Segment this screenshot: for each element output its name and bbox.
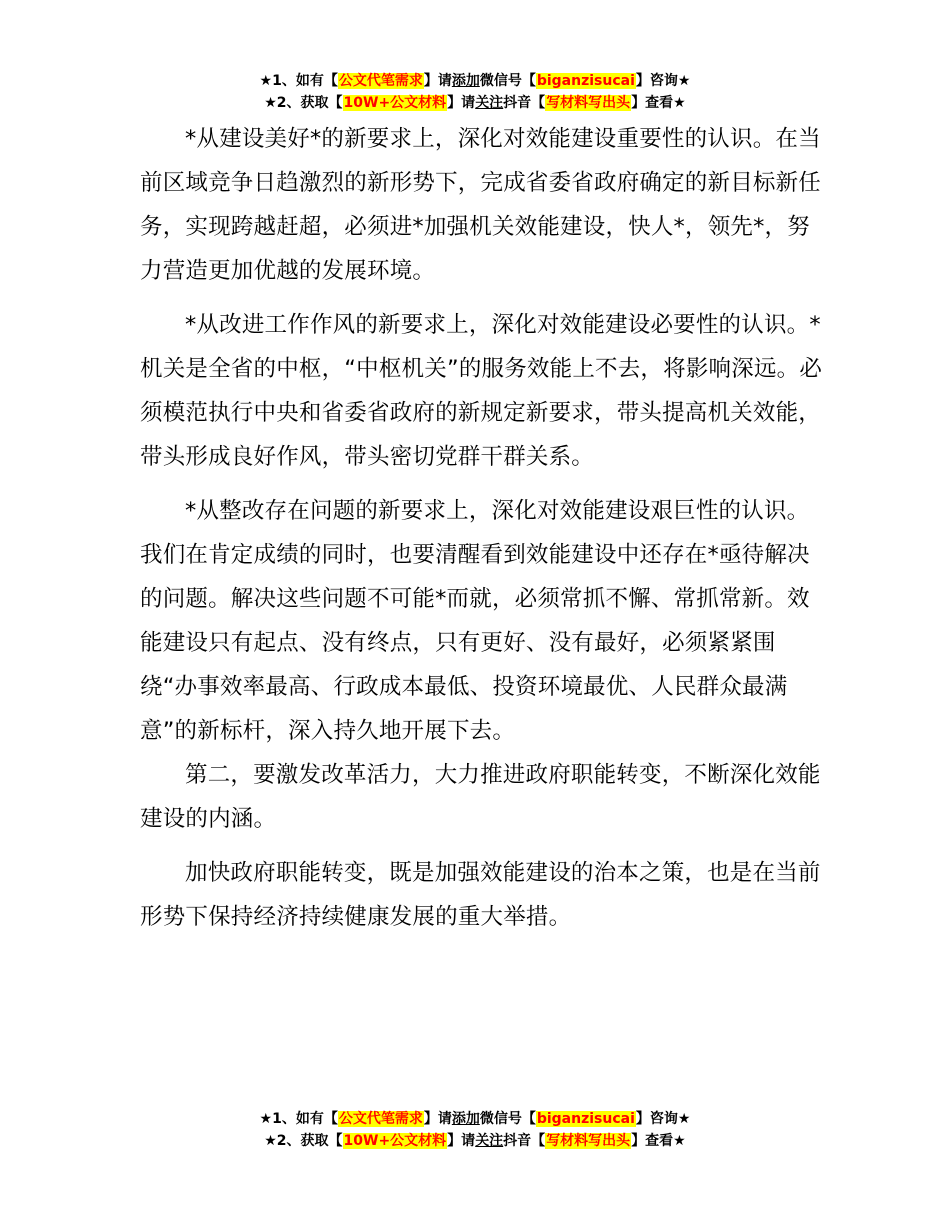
highlight-service: 公文代笔需求 <box>338 73 423 89</box>
banner-text: ★2、获取【 <box>264 1133 343 1149</box>
highlight-wechat-id: biganzisucai <box>536 1111 635 1127</box>
banner-line-2 <box>0 1130 950 1152</box>
highlight-douyin-account: 写材料写出头 <box>546 95 631 111</box>
paragraph: *从改进工作作风的新要求上，深化对效能建设必要性的认识。*机关是全省的中枢，“中枢机关”的服务效能上不去，将影响深远。必须模范执行中央和省委省政府的新规定新要求，带头提高机关效能，带头形成良好作风，带头密切党群干群关系。 <box>140 312 823 470</box>
banner-text: ★1、如有【 <box>259 1111 338 1127</box>
banner-text: 】请 <box>423 1111 452 1127</box>
paragraph: *从建设美好*的新要求上，深化对效能建设重要性的认识。在当前区域竞争日趋激烈的新形势下，完成省委省政府确定的新目标新任务，实现跨越赶超，必须进*加强机关效能建设，快人*，领先*，努力营造更加优越的发展环境。 <box>140 126 822 284</box>
highlight-service: 公文代笔需求 <box>338 1111 423 1127</box>
banner-emphasis: 关注 <box>475 95 504 111</box>
footer-banner <box>0 1108 950 1152</box>
highlight-wechat-id: biganzisucai <box>536 73 635 89</box>
banner-line-2 <box>0 92 950 114</box>
banner-line-1 <box>0 70 950 92</box>
banner-text: 】咨询★ <box>635 1111 691 1127</box>
paragraph: *从整改存在问题的新要求上，深化对效能建设艰巨性的认识。我们在肯定成绩的同时，也要清醒看到效能建设中还存在*亟待解决的问题。解决这些问题不可能*而就，必须常抓不懈、常抓常新。效能建设只有起点、没有终点，只有更好、没有最好，必须紧紧围绕“办事效率最高、行政成本最低、投资环境最优、人民群众最满意”的新标杆，深入持久地开展下去。 <box>140 498 810 744</box>
banner-text: 】查看★ <box>631 95 686 111</box>
banner-text: 】请 <box>423 73 452 89</box>
banner-line-1 <box>0 1108 950 1130</box>
banner-text: 】查看★ <box>631 1133 686 1149</box>
banner-text: 微信号【 <box>479 1111 536 1127</box>
banner-emphasis: 关注 <box>475 1133 504 1149</box>
header-banner <box>0 70 950 114</box>
banner-text: 微信号【 <box>479 73 536 89</box>
banner-text: 】请 <box>447 1133 476 1149</box>
highlight-materials: 10W+公文材料 <box>343 1133 447 1149</box>
banner-emphasis: 添加 <box>451 73 480 89</box>
highlight-materials: 10W+公文材料 <box>343 95 447 111</box>
banner-text: ★1、如有【 <box>259 73 338 89</box>
paragraph: 第二，要激发改革活力，大力推进政府职能转变，不断深化效能建设的内涵。 <box>140 762 821 832</box>
document-body <box>140 117 830 939</box>
banner-text: 】咨询★ <box>635 73 691 89</box>
highlight-douyin-account: 写材料写出头 <box>546 1133 631 1149</box>
banner-text: 】请 <box>447 95 476 111</box>
banner-text: ★2、获取【 <box>264 95 343 111</box>
paragraph: 加快政府职能转变，既是加强效能建设的治本之策，也是在当前形势下保持经济持续健康发展的重大举措。 <box>140 860 821 930</box>
banner-text: 抖音【 <box>503 1133 546 1149</box>
banner-text: 抖音【 <box>503 95 546 111</box>
banner-emphasis: 添加 <box>451 1111 480 1127</box>
